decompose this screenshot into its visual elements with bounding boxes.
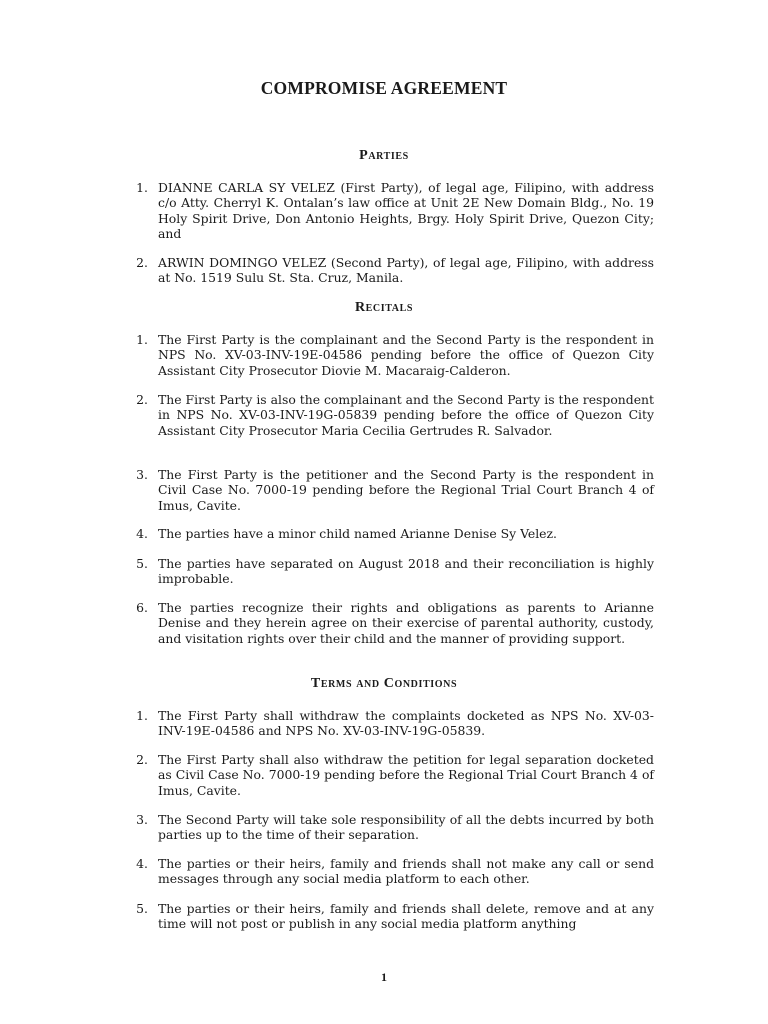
- item-text: The parties have separated on August 2018 and their reconciliation is highly improbable.: [158, 556, 654, 587]
- recital-item: [124, 332, 654, 378]
- item-text: The parties or their heirs, family and friends shall delete, remove and at any time will not post or publish in any social media platform anything: [158, 901, 654, 932]
- recital-item: [124, 600, 654, 646]
- item-text: DIANNE CARLA SY VELEZ (First Party), of legal age, Filipino, with address c/o Atty. Cherryl K. Ontalan’s law office at Unit 2E New Domain Bldg., No. 19 Holy Spirit Drive, Don Antonio Heights, Brgy. Holy Spirit Drive, Quezon City; and: [158, 180, 654, 241]
- item-number: 5.: [136, 556, 148, 571]
- item-number: 3.: [136, 467, 148, 482]
- item-number: 1.: [136, 332, 148, 347]
- term-item: [124, 752, 654, 798]
- item-number: 2.: [136, 255, 148, 270]
- item-number: 2.: [136, 392, 148, 407]
- item-number: 2.: [136, 752, 148, 767]
- item-text: The First Party is also the complainant and the Second Party is the respondent in NPS No. XV-03-INV-19G-05839 pending before the office of Quezon City Assistant City Prosecutor Maria Cecilia Gertrudes R. Salvador.: [158, 392, 654, 438]
- recital-item: [124, 556, 654, 587]
- item-number: 5.: [136, 901, 148, 916]
- party-item: [124, 180, 654, 241]
- term-item: [124, 708, 654, 739]
- item-number: 3.: [136, 812, 148, 827]
- section-heading-recitals: Recitals: [354, 300, 414, 315]
- recital-item: [124, 467, 654, 513]
- document-title: COMPROMISE AGREEMENT: [260, 78, 508, 98]
- item-text: The First Party is the petitioner and the Second Party is the respondent in Civil Case No. 7000-19 pending before the Regional Trial Court Branch 4 of Imus, Cavite.: [158, 467, 654, 513]
- item-number: 4.: [136, 526, 148, 541]
- section-heading-terms: Terms and Conditions: [310, 676, 458, 691]
- item-text: The parties recognize their rights and obligations as parents to Arianne Denise and they herein agree on their exercise of parental authority, custody, and visitation rights over their child and the manner of providing support.: [158, 600, 654, 646]
- party-item: [124, 255, 654, 286]
- term-item: [124, 812, 654, 843]
- item-number: 4.: [136, 856, 148, 871]
- item-number: 1.: [136, 180, 148, 195]
- item-text: The parties have a minor child named Arianne Denise Sy Velez.: [158, 526, 557, 541]
- page-number: 1: [381, 970, 387, 984]
- recital-item: [124, 526, 654, 541]
- item-text: The First Party is the complainant and the Second Party is the respondent in NPS No. XV-03-INV-19E-04586 pending before the office of Quezon City Assistant City Prosecutor Diovie M. Macaraig-Calderon.: [158, 332, 654, 378]
- term-item: [124, 856, 654, 887]
- item-text: The First Party shall also withdraw the petition for legal separation docketed as Civil Case No. 7000-19 pending before the Regional Trial Court Branch 4 of Imus, Cavite.: [158, 752, 654, 798]
- item-number: 1.: [136, 708, 148, 723]
- item-text: ARWIN DOMINGO VELEZ (Second Party), of legal age, Filipino, with address at No. 1519 Sulu St. Sta. Cruz, Manila.: [158, 255, 654, 286]
- item-text: The First Party shall withdraw the complaints docketed as NPS No. XV-03-INV-19E-04586 and NPS No. XV-03-INV-19G-05839.: [158, 708, 654, 739]
- section-heading-parties: Parties: [359, 148, 409, 163]
- item-text: The Second Party will take sole responsibility of all the debts incurred by both parties up to the time of their separation.: [158, 812, 654, 843]
- item-number: 6.: [136, 600, 148, 615]
- recital-item: [124, 392, 654, 438]
- item-text: The parties or their heirs, family and friends shall not make any call or send messages through any social media platform to each other.: [158, 856, 654, 887]
- term-item: [124, 901, 654, 932]
